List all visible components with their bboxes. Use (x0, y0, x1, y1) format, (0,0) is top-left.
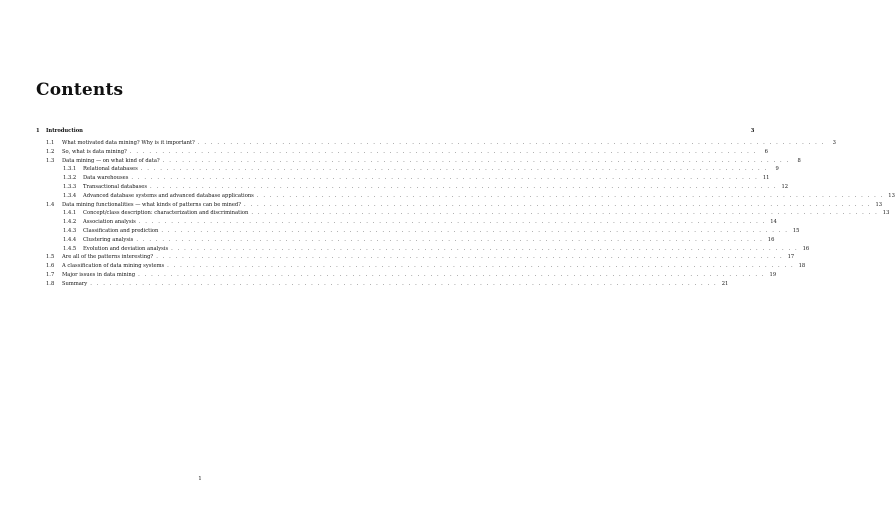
toc-entry-number: 1.1 (46, 140, 55, 146)
toc-entry[interactable] (36, 245, 810, 254)
toc-dot-leader (251, 209, 878, 218)
toc-entry-page: 12 (781, 183, 789, 190)
toc-entry-page: 16 (767, 236, 775, 243)
toc-entry[interactable] (36, 271, 777, 280)
toc-entry-title: Evolution and deviation analysis (83, 245, 169, 252)
toc-entry-title: Introduction (46, 128, 83, 134)
toc-entry-title: Classification and prediction (83, 227, 159, 234)
toc-entry-title: Relational databases (83, 166, 138, 173)
toc-entry-page: 13 (888, 192, 895, 199)
toc-entry[interactable] (36, 280, 729, 289)
page-number: 1 (198, 476, 202, 482)
toc-dot-leader (257, 192, 884, 201)
toc-entry-title: Transactional databases (83, 183, 148, 190)
toc-entry[interactable] (36, 227, 800, 236)
toc-entry-number: 1.4 (46, 201, 55, 208)
toc-entry-page: 3 (750, 128, 755, 134)
toc-entry-page: 9 (775, 166, 779, 173)
toc-entry-page: 17 (787, 254, 795, 261)
toc-entry-number: 1.6 (46, 263, 55, 270)
toc-entry[interactable] (36, 148, 768, 157)
toc-dot-leader (156, 253, 783, 262)
toc-dot-leader (136, 236, 763, 245)
page-title: Contents (36, 80, 124, 100)
toc-entry[interactable] (36, 201, 883, 210)
toc-entry-number: 1 (36, 128, 40, 134)
toc-dot-leader (167, 262, 794, 271)
toc-entry-title: Association analysis (83, 219, 136, 226)
toc-entry-title: Clustering analysis (83, 236, 134, 243)
toc-entry-page: 18 (798, 263, 806, 270)
toc-entry-page: 3 (832, 140, 836, 146)
toc-dot-leader (163, 157, 790, 166)
toc-entry-page: 16 (802, 245, 810, 252)
toc-dot-leader (150, 183, 777, 192)
toc-entry-number: 1.5 (46, 254, 55, 261)
toc-dot-leader (131, 174, 758, 183)
toc-entry-number: 1.7 (46, 271, 55, 278)
toc-entry[interactable] (36, 165, 779, 174)
toc-dot-leader (198, 139, 825, 148)
toc-entry-number: 1.3.4 (63, 192, 77, 199)
toc-entry-title: Data mining — on what kind of data? (62, 157, 160, 164)
toc-entry-number: 1.4.3 (63, 227, 77, 234)
toc-entry-title: Major issues in data mining (62, 271, 136, 278)
toc-dot-leader (161, 227, 788, 236)
toc-entry-page: 13 (875, 201, 883, 208)
toc-entry[interactable] (36, 139, 836, 148)
toc-entry[interactable] (36, 253, 795, 262)
toc-entry-title: A classification of data mining systems (62, 263, 165, 270)
toc-entry[interactable] (36, 157, 801, 166)
toc-entry[interactable] (36, 218, 777, 227)
toc-entry-page: 8 (797, 157, 801, 164)
toc-entry-number: 1.3 (46, 157, 55, 164)
toc-dot-leader (90, 280, 717, 289)
toc-dot-leader (138, 271, 765, 280)
toc-entry-number: 1.3.3 (63, 183, 77, 190)
toc-entry[interactable] (36, 262, 806, 271)
toc-entry-number: 1.2 (46, 148, 55, 155)
toc-entry-number: 1.4.2 (63, 219, 77, 226)
toc-entry-page: 13 (882, 210, 890, 217)
toc-entry-number: 1.4.1 (63, 210, 77, 217)
toc-entry-number: 1.4.5 (63, 245, 77, 252)
toc-chapter-entry[interactable] (36, 127, 755, 139)
toc-entry-page: 15 (792, 227, 800, 234)
toc-entry-page: 11 (762, 175, 770, 182)
toc-entry[interactable] (36, 236, 775, 245)
toc-entry[interactable] (36, 183, 789, 192)
toc-dot-leader (244, 201, 871, 210)
table-of-contents (36, 127, 895, 289)
toc-entry-title: Concept/class description: characterization and discrimination (83, 210, 249, 217)
toc-entry[interactable] (36, 209, 890, 218)
toc-entry-page: 14 (770, 219, 777, 226)
toc-dot-leader (171, 245, 798, 254)
toc-entry[interactable] (36, 192, 895, 201)
toc-entry-title: Data warehouses (83, 175, 129, 182)
toc-entry-number: 1.3.2 (63, 175, 77, 182)
toc-entry-title: Data mining functionalities — what kinds of patterns can be mined? (62, 201, 242, 208)
toc-entry-title: Are all of the patterns interesting? (62, 254, 154, 261)
toc-entry-page: 21 (721, 280, 729, 287)
toc-entry-number: 1.8 (46, 280, 55, 287)
toc-dot-leader (139, 218, 766, 227)
toc-entry-page: 6 (764, 148, 768, 155)
toc-dot-leader (141, 165, 768, 174)
toc-dot-leader (130, 148, 757, 157)
toc-entry-title: Advanced database systems and advanced database applications (83, 192, 254, 199)
toc-entry-title: Summary (62, 280, 88, 287)
toc-entry-page: 19 (769, 271, 777, 278)
toc-entry-title: What motivated data mining? Why is it important? (62, 140, 195, 146)
toc-entry-title: So, what is data mining? (62, 148, 127, 155)
toc-entry-number: 1.4.4 (63, 236, 77, 243)
toc-entry[interactable] (36, 174, 770, 183)
toc-entry-number: 1.3.1 (63, 166, 77, 173)
